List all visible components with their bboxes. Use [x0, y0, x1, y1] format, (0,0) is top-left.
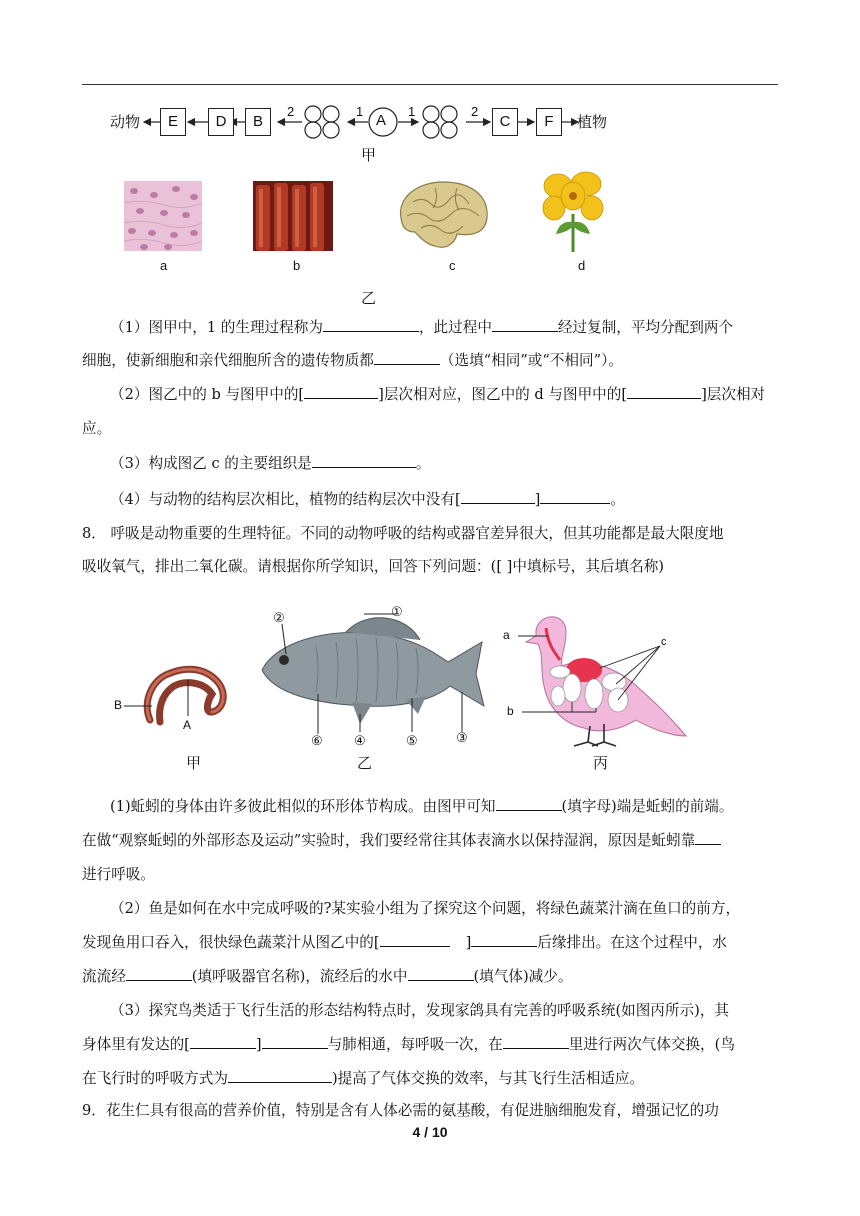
q7-part4: （4）与动物的结构层次相比，植物的结构层次中没有[ ] 。: [110, 485, 810, 515]
arrow-num: 1: [356, 104, 364, 119]
muscle-tissue-image: [253, 181, 333, 251]
fish-label-2: ②: [273, 610, 285, 625]
box-b: B: [245, 108, 271, 136]
box-d: D: [208, 108, 234, 136]
pic-label-b: b: [293, 258, 301, 273]
earthworm-image: [112, 650, 242, 730]
arrow-num: 1: [408, 104, 416, 119]
worm-label-b: B: [114, 698, 123, 712]
flower-image: [540, 166, 606, 252]
label-plant: 植物: [577, 113, 608, 131]
q8-part1-line2: 在做“观察蚯蚓的外部形态及运动”实验时，我们要经常往其体表滴水以保持湿润，原因是蚯蚓靠: [82, 826, 782, 856]
q8-part2-line1: （2）鱼是如何在水中完成呼吸的?某实验小组为了探究这个问题，将绿色蔬菜汁滴在鱼口的前方，: [110, 900, 741, 917]
pic-label-c: c: [449, 258, 456, 273]
q8-part1-line3: 进行呼吸。: [82, 866, 155, 883]
fish-label-5: ⑤: [406, 733, 418, 748]
fish-label-4: ④: [354, 733, 366, 748]
box-c: C: [492, 108, 518, 136]
q9-intro: 9．花生仁具有很高的营养价值，特别是含有人体必需的氨基酸，有促进脑细胞发育，增强记忆的功: [82, 1102, 719, 1119]
fish-image: [256, 602, 488, 742]
cell-a-label: A: [376, 112, 387, 129]
bird-label-c: c: [661, 636, 667, 648]
box-f: F: [536, 108, 562, 136]
page-number: 4 / 10: [412, 1124, 448, 1140]
worm-label-a: A: [183, 718, 192, 732]
caption-q8-bing: 丙: [593, 754, 609, 772]
q8-intro-line2: 吸收氧气，排出二氧化碳。请根据你所学知识，回答下列问题：([ ]中填标号，其后填名称): [82, 558, 664, 575]
bird-label-b: b: [507, 704, 514, 718]
brain-image: [395, 178, 491, 252]
epithelial-tissue-image: [124, 181, 202, 251]
caption-q8-yi: 乙: [357, 754, 373, 772]
pic-label-a: a: [160, 258, 168, 273]
q8-part3-line1: （3）探究鸟类适于飞行生活的形态结构特点时，发现家鸽具有完善的呼吸系统(如图丙所示)，其: [110, 1002, 730, 1019]
caption-q8-jia: 甲: [186, 754, 202, 772]
q7-part2-line1: （2）图乙中的 b 与图甲中的[ ]层次相对应，图乙中的 d 与图甲中的[ ]层次相对: [110, 380, 810, 410]
q7-part3: （3）构成图乙 c 的主要组织是 。: [110, 449, 810, 479]
box-e: E: [160, 108, 186, 136]
q7-part1-line2: 细胞，使新细胞和亲代细胞所含的遗传物质都 （选填“相同”或“不相同”）。: [82, 346, 782, 376]
q8-part1-line1: (1)蚯蚓的身体由许多彼此相似的环形体节构成。由图甲可知 (填字母)端是蚯蚓的前端。: [110, 792, 810, 822]
header-rule: [82, 84, 778, 85]
fish-label-1: ①: [391, 604, 403, 619]
q8-part3-line3: 在飞行时的呼吸方式为 )提高了气体交换的效率，与其飞行生活相适应。: [82, 1064, 782, 1094]
q7-part2-line2: 应。: [82, 420, 112, 437]
arrow-num: 2: [471, 104, 479, 119]
fish-label-6: ⑥: [311, 733, 323, 748]
pigeon-image: [500, 604, 700, 750]
label-animal: 动物: [110, 113, 141, 131]
q8-part2-line2: 发现鱼用口吞入，很快绿色蔬菜汁从图乙中的[ ] 后缘排出。在这个过程中，水: [82, 928, 782, 958]
q7-part1-line1: （1）图甲中，1 的生理过程称为 ，此过程中 经过复制，平均分配到两个: [110, 313, 810, 343]
caption-jia: 甲: [361, 146, 377, 164]
q8-part3-line2: 身体里有发达的[ ] 与肺相通，每呼吸一次，在 里进行两次气体交换，(鸟: [82, 1030, 782, 1060]
q8-part2-line3: 流流经 (填呼吸器官名称)，流经后的水中 (填气体)减少。: [82, 962, 782, 992]
q8-intro-line1: 8． 呼吸是动物重要的生理特征。不同的动物呼吸的结构或器官差异很大，但其功能都是最大限度地: [82, 525, 724, 542]
caption-yi: 乙: [361, 289, 377, 307]
arrow-num: 2: [287, 104, 295, 119]
pic-label-d: d: [578, 258, 586, 273]
fish-label-3: ③: [456, 730, 468, 745]
bird-label-a: a: [503, 628, 510, 642]
